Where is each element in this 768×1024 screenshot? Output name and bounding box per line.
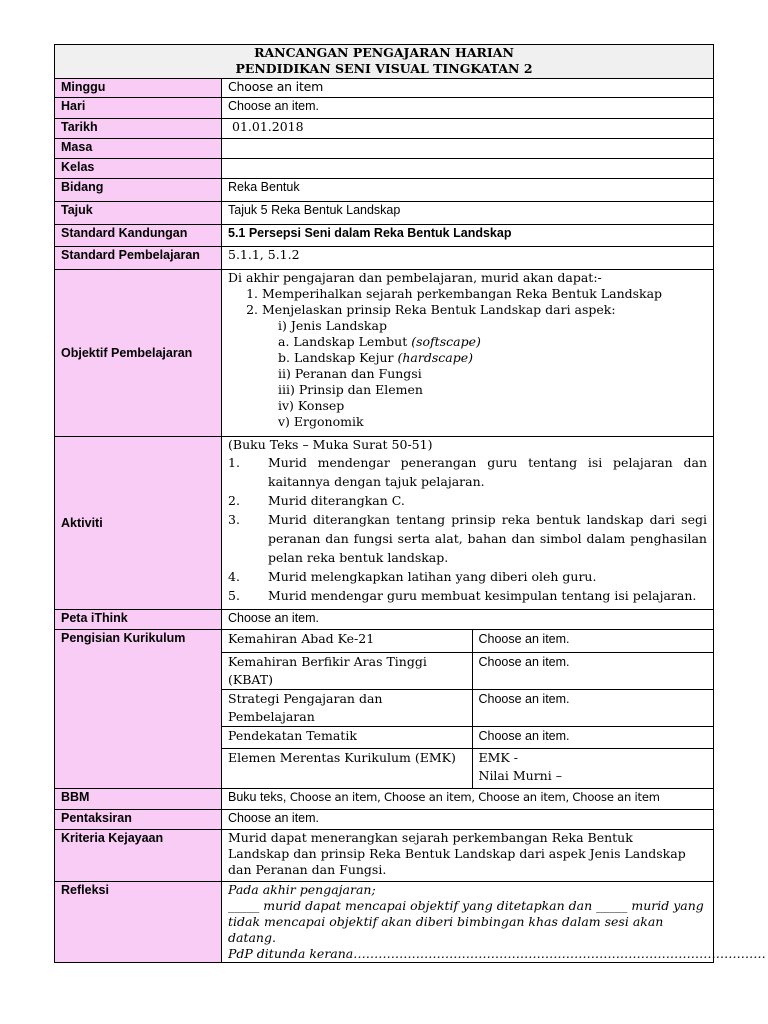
item-text: Murid mendengar guru membuat kesimpulan tentang isi pelajaran. [268, 588, 697, 603]
label-objektif: Objektif Pembelajaran [55, 270, 222, 437]
tarikh-field[interactable]: 01.01.2018 [222, 119, 714, 139]
aktiviti-cell [222, 437, 714, 610]
item-number: 4. [228, 569, 240, 584]
refleksi-line-2[interactable]: _____ murid dapat mencapai objektif yang ditetapkan dan _____ murid yang tidak mencapai objektif akan diberi bimbingan khas dalam sesi akan datang. [228, 898, 704, 945]
kurikulum-dropdown[interactable]: Choose an item. [472, 689, 713, 726]
refleksi-line-1: Pada akhir pengajaran; [228, 882, 376, 897]
sub-item: iv) Konsep [278, 398, 345, 413]
title-line-2: PENDIDIKAN SENI VISUAL TINGKATAN 2 [235, 61, 533, 76]
bbm-prefix: Buku teks, [228, 790, 290, 804]
label-standard-pembelajaran: Standard Pembelajaran [55, 247, 222, 270]
bbm-dropdowns[interactable]: Choose an item, Choose an item, Choose an item, Choose an item [289, 790, 660, 804]
standard-kandungan-value: 5.1 Persepsi Seni dalam Reka Bentuk Landskap [222, 225, 714, 247]
label-bbm: BBM [55, 789, 222, 810]
kurikulum-dropdown[interactable]: Choose an item. [472, 630, 713, 652]
sub-item: i) Jenis Landskap [278, 318, 387, 333]
kurikulum-dropdown[interactable]: Choose an item. [472, 652, 713, 689]
item-number: 1. [228, 455, 240, 470]
label-refleksi: Refleksi [55, 882, 222, 963]
aktiviti-item [228, 567, 707, 586]
objektif-item: 1. Memperihalkan sejarah perkembangan Reka Bentuk Landskap [262, 286, 707, 302]
bbm-cell [222, 789, 714, 810]
item-text: Murid diterangkan C. [268, 493, 405, 508]
label-pengisian-kurikulum: Pengisian Kurikulum [55, 630, 222, 789]
bidang-value: Reka Bentuk [222, 179, 714, 202]
kurikulum-table [222, 630, 713, 788]
sub-item-italic: (softscape) [411, 334, 481, 349]
label-standard-kandungan: Standard Kandungan [55, 225, 222, 247]
kriteria-value: Murid dapat menerangkan sejarah perkembangan Reka Bentuk Landskap dan prinsip Reka Bentuk Landskap dari aspek Jenis Landskap dan Peranan dan Fungsi. [222, 830, 714, 882]
sub-item [278, 334, 707, 350]
aktiviti-list [228, 453, 707, 605]
aktiviti-item [228, 510, 707, 567]
item-text: Murid melengkapkan latihan yang diberi oleh guru. [268, 569, 597, 584]
item-text: Murid mendengar penerangan guru tentang isi pelajaran dan kaitannya dengan tajuk pelajaran. [268, 455, 707, 489]
label-tajuk: Tajuk [55, 202, 222, 225]
label-masa: Masa [55, 139, 222, 159]
objektif-item: 2. Menjelaskan prinsip Reka Bentuk Landskap dari aspek: [262, 302, 707, 318]
label-bidang: Bidang [55, 179, 222, 202]
label-hari: Hari [55, 98, 222, 119]
refleksi-cell [222, 882, 766, 963]
objektif-sub-list [228, 318, 707, 430]
kurikulum-key: Strategi Pengajaran dan Pembelajaran [222, 689, 472, 726]
aktiviti-ref: (Buku Teks – Muka Surat 50-51) [228, 437, 433, 452]
sub-item-text: b. Landskap Kejur [278, 350, 394, 365]
peta-ithink-dropdown[interactable]: Choose an item. [222, 610, 714, 630]
sub-item: ii) Peranan dan Fungsi [278, 366, 422, 381]
sub-item-italic: (hardscape) [397, 350, 473, 365]
item-number: 2. [228, 493, 240, 508]
sub-item: iii) Prinsip dan Elemen [278, 382, 423, 397]
sub-item-text: a. Landskap Lembut [278, 334, 408, 349]
item-number: 5. [228, 588, 240, 603]
kurikulum-cell [222, 630, 714, 789]
tajuk-value: Tajuk 5 Reka Bentuk Landskap [222, 202, 714, 225]
kurikulum-dropdown[interactable]: Choose an item. [472, 726, 713, 748]
kurikulum-key: Kemahiran Berfikir Aras Tinggi (KBAT) [222, 652, 472, 689]
kelas-field[interactable] [222, 159, 714, 179]
kurikulum-key: Kemahiran Abad Ke-21 [222, 630, 472, 652]
title-line-1: RANCANGAN PENGAJARAN HARIAN [254, 45, 514, 60]
objektif-list [228, 286, 707, 318]
label-kriteria-kejayaan: Kriteria Kejayaan [55, 830, 222, 882]
objektif-intro: Di akhir pengajaran dan pembelajaran, murid akan dapat:- [228, 270, 602, 285]
item-text: Murid diterangkan tentang prinsip reka bentuk landskap dari segi peranan dan fungsi serta alat, bahan dan simbol dalam penghasilan pelan reka bentuk landskap. [268, 512, 707, 565]
hari-dropdown[interactable]: Choose an item. [222, 98, 714, 119]
sub-item [278, 350, 707, 366]
pentaksiran-dropdown[interactable]: Choose an item. [222, 810, 714, 830]
label-tarikh: Tarikh [55, 119, 222, 139]
label-minggu: Minggu [55, 79, 222, 98]
nilai-murni-value[interactable]: Nilai Murni – [478, 767, 562, 783]
label-aktiviti: Aktiviti [55, 437, 222, 610]
label-pentaksiran: Pentaksiran [55, 810, 222, 830]
emk-cell [472, 748, 713, 788]
emk-value[interactable]: EMK - [478, 749, 518, 765]
lesson-plan-table [54, 44, 766, 963]
masa-field[interactable] [222, 139, 714, 159]
label-kelas: Kelas [55, 159, 222, 179]
label-peta-ithink: Peta iThink [55, 610, 222, 630]
aktiviti-item [228, 491, 707, 510]
aktiviti-item [228, 453, 707, 491]
kurikulum-key: Elemen Merentas Kurikulum (EMK) [222, 748, 472, 788]
page-title [55, 45, 714, 79]
item-number: 3. [228, 512, 240, 527]
refleksi-line-3[interactable]: PdP ditunda kerana……………………………………………………………………………………… [228, 946, 766, 961]
standard-pembelajaran-value: 5.1.1, 5.1.2 [222, 247, 714, 270]
objektif-cell [222, 270, 714, 437]
kurikulum-key: Pendekatan Tematik [222, 726, 472, 748]
minggu-dropdown[interactable]: Choose an item [222, 79, 714, 98]
sub-item: v) Ergonomik [278, 414, 364, 429]
aktiviti-item [228, 586, 707, 605]
